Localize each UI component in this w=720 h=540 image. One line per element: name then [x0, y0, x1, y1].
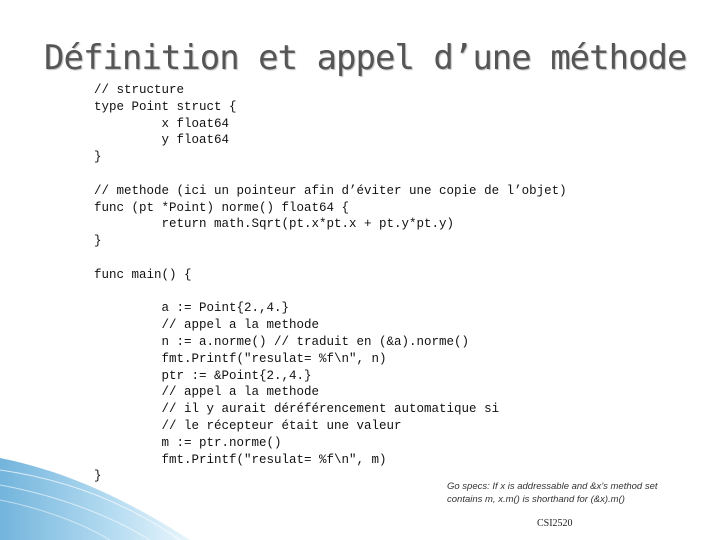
code-line: }: [94, 469, 102, 484]
code-block: [94, 82, 567, 485]
code-line: ptr := &Point{2.,4.}: [94, 368, 312, 383]
code-line: a := Point{2.,4.}: [94, 301, 290, 316]
code-line: // il y aurait déréférencement automatique si: [94, 402, 500, 417]
code-line: n := a.norme() // traduit en (&a).norme(): [94, 334, 470, 349]
code-line: }: [94, 150, 102, 165]
code-line: func (pt *Point) norme() float64 {: [94, 200, 350, 215]
code-line: // methode (ici un pointeur afin d’éviter une copie de l’objet): [94, 183, 567, 198]
code-line: y float64: [94, 133, 230, 148]
specs-note-line: Go specs: If x is addressable and &x’s method set: [447, 481, 658, 492]
course-footer: CSI2520: [537, 518, 573, 529]
code-line: // structure: [94, 83, 185, 97]
code-line: return math.Sqrt(pt.x*pt.x + pt.y*pt.y): [94, 217, 455, 232]
code-line: func main() {: [94, 267, 192, 282]
code-line: type Point struct {: [94, 99, 237, 114]
code-line: m := ptr.norme(): [94, 435, 282, 450]
code-line: fmt.Printf("resulat= %f\n", n): [94, 351, 387, 366]
code-line: [94, 166, 567, 183]
code-line: [94, 284, 567, 301]
code-line: // appel a la methode: [94, 318, 320, 333]
code-line: }: [94, 234, 102, 249]
specs-note: [447, 480, 697, 506]
code-line: // appel a la methode: [94, 385, 320, 400]
code-line: [94, 250, 567, 267]
specs-note-line: contains m, x.m() is shorthand for (&x).m(): [447, 494, 625, 505]
code-line: fmt.Printf("resulat= %f\n", m): [94, 452, 387, 467]
code-line: // le récepteur était une valeur: [94, 418, 402, 433]
code-line: x float64: [94, 116, 230, 131]
slide-title: Définition et appel d’une méthode: [44, 38, 687, 78]
